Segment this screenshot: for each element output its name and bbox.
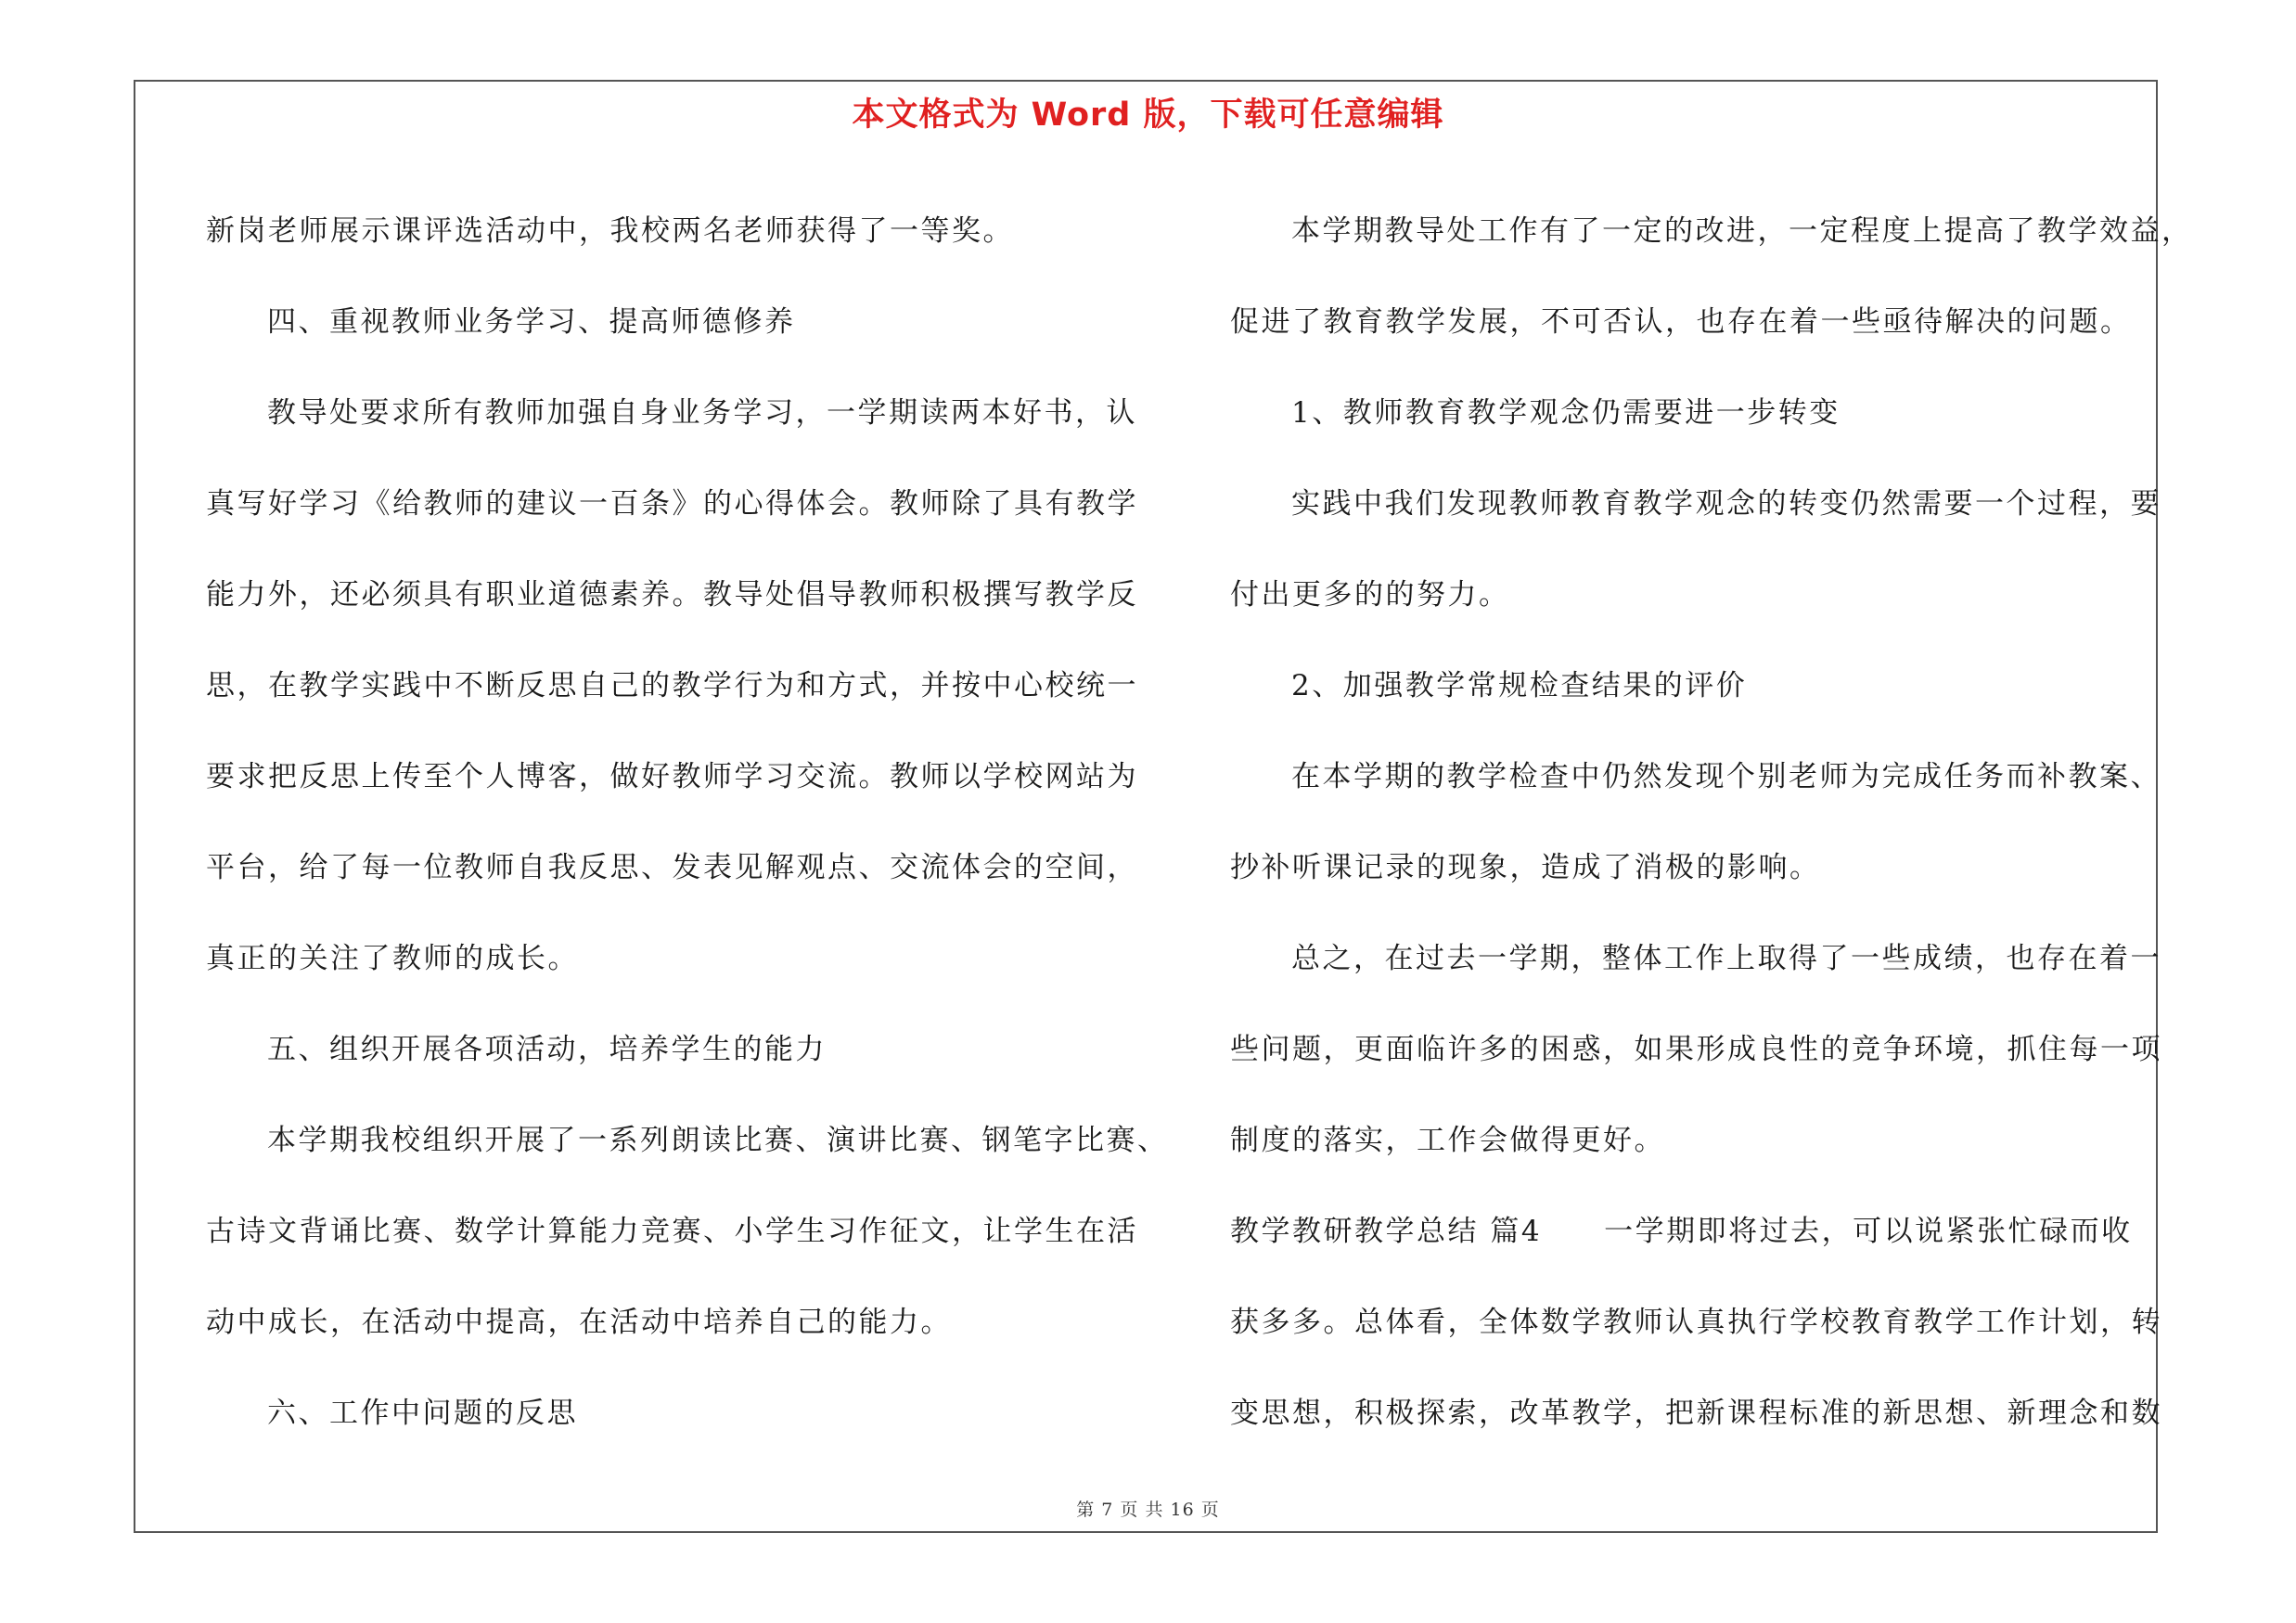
text-line: 平台，给了每一位教师自我反思、发表见解观点、交流体会的空间， xyxy=(206,851,1138,884)
text-line: 四、重视教师业务学习、提高师德修养 xyxy=(267,305,796,339)
text-line: 付出更多的的努力。 xyxy=(1230,578,1510,612)
text-line: 真正的关注了教师的成长。 xyxy=(206,942,579,975)
text-line: 总之，在过去一学期，整体工作上取得了一些成绩，也存在着一 xyxy=(1291,942,2161,975)
text-line: 教导处要求所有教师加强自身业务学习，一学期读两本好书，认 xyxy=(267,396,1137,430)
text-line: 真写好学习《给教师的建议一百条》的心得体会。教师除了具有教学 xyxy=(206,487,1138,521)
text-line: 抄补听课记录的现象，造成了消极的影响。 xyxy=(1230,851,1821,884)
text-line: 要求把反思上传至个人博客，做好教师学习交流。教师以学校网站为 xyxy=(206,760,1138,793)
text-line: 新岗老师展示课评选活动中，我校两名老师获得了一等奖。 xyxy=(206,214,1014,248)
text-line: 实践中我们发现教师教育教学观念的转变仍然需要一个过程，要 xyxy=(1291,487,2161,521)
right-text-column xyxy=(1230,186,2204,1459)
text-line: 些问题，更面临许多的困惑，如果形成良性的竞争环境，抓住每一项 xyxy=(1230,1033,2162,1066)
text-line: 六、工作中问题的反思 xyxy=(267,1397,578,1430)
text-line: 能力外，还必须具有职业道德素养。教导处倡导教师积极撰写教学反 xyxy=(206,578,1138,612)
text-line: 获多多。总体看，全体数学教师认真执行学校教育教学工作计划，转 xyxy=(1230,1306,2162,1339)
text-line: 五、组织开展各项活动，培养学生的能力 xyxy=(267,1033,827,1066)
text-line: 古诗文背诵比赛、数学计算能力竞赛、小学生习作征文，让学生在活 xyxy=(206,1215,1138,1248)
text-line: 在本学期的教学检查中仍然发现个别老师为完成任务而补教案、 xyxy=(1291,760,2161,793)
text-line: 1、教师教育教学观念仍需要进一步转变 xyxy=(1291,396,1841,430)
left-text-column xyxy=(206,186,1169,1459)
text-line: 思，在教学实践中不断反思自己的教学行为和方式，并按中心校统一 xyxy=(206,669,1138,702)
text-line: 制度的落实，工作会做得更好。 xyxy=(1230,1124,1665,1157)
text-line: 2、加强教学常规检查结果的评价 xyxy=(1291,669,1748,702)
text-line: 教学教研教学总结 篇4 一学期即将过去，可以说紧张忙碌而收 xyxy=(1230,1215,2133,1248)
text-line: 变思想，积极探索，改革教学，把新课程标准的新思想、新理念和数 xyxy=(1230,1397,2162,1430)
text-line: 动中成长，在活动中提高，在活动中培养自己的能力。 xyxy=(206,1306,952,1339)
text-line: 本学期我校组织开展了一系列朗读比赛、演讲比赛、钢笔字比赛、 xyxy=(267,1124,1169,1157)
text-line: 本学期教导处工作有了一定的改进，一定程度上提高了教学效益， xyxy=(1291,214,2193,248)
format-banner: 本文格式为 Word 版，下载可任意编辑 xyxy=(852,97,1444,134)
text-line: 促进了教育教学发展，不可否认，也存在着一些亟待解决的问题。 xyxy=(1230,305,2132,339)
page-number-footer: 第 7 页 共 16 页 xyxy=(1076,1500,1220,1520)
